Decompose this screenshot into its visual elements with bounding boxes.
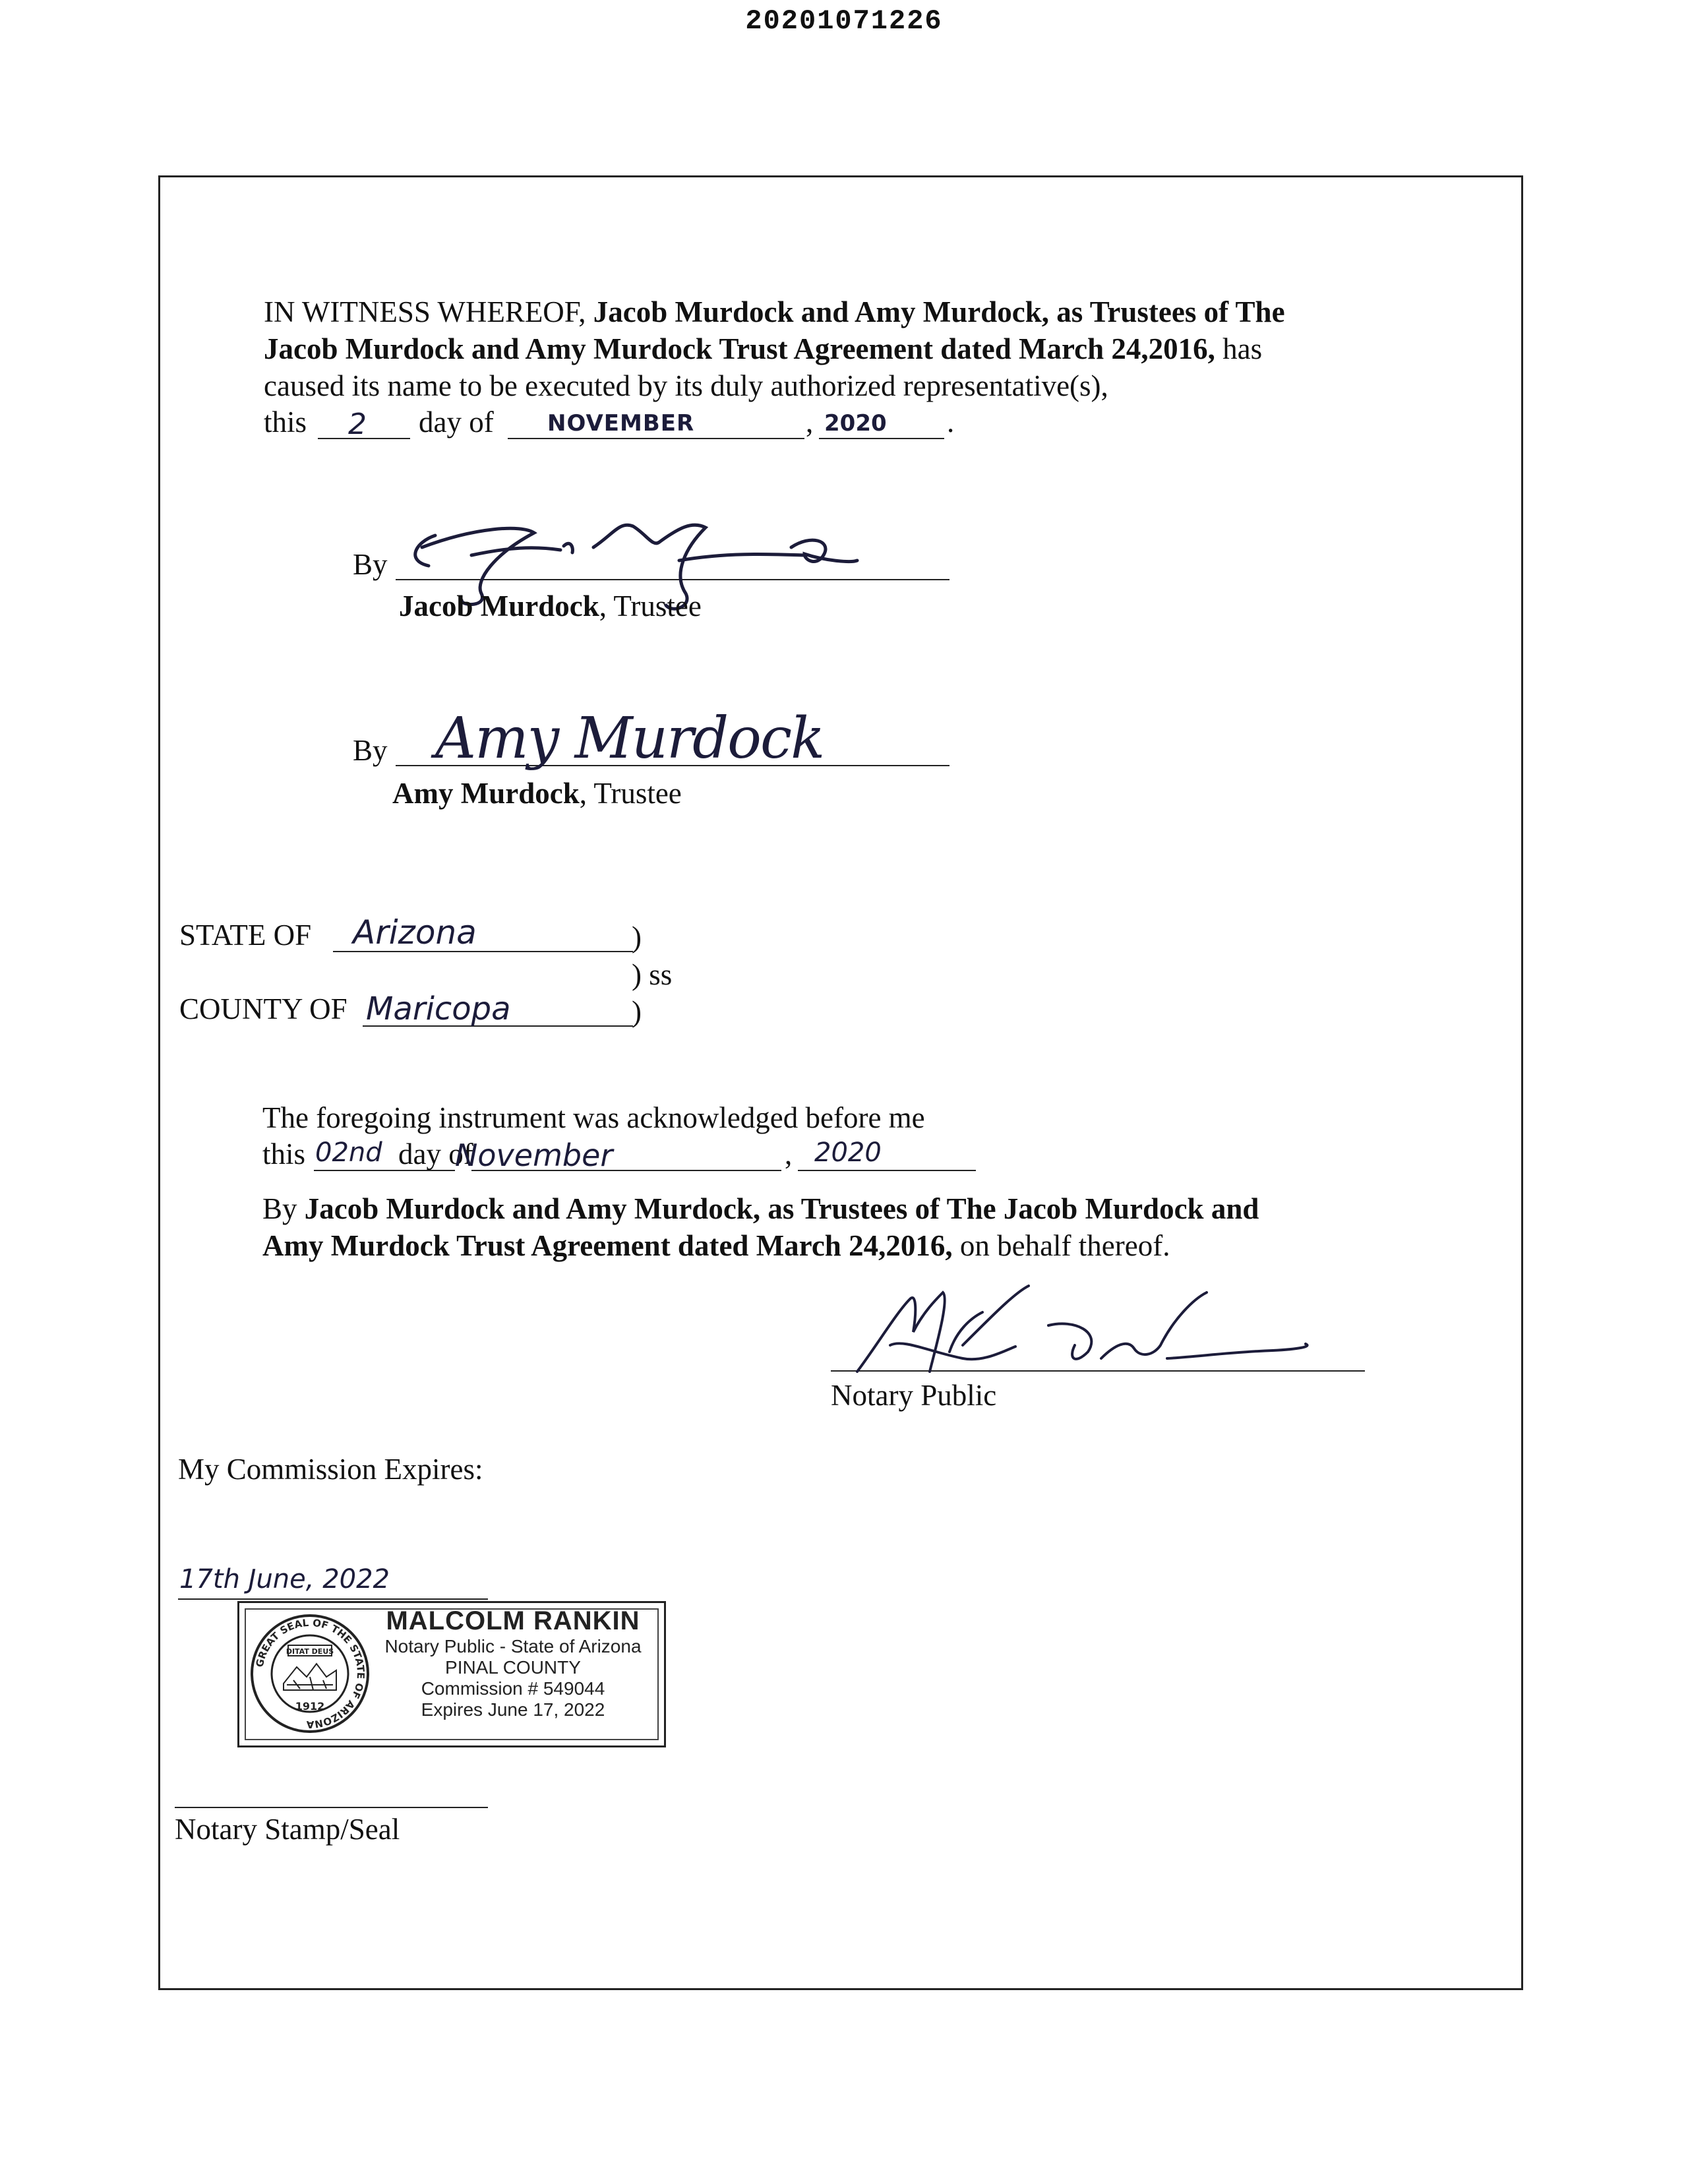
ack-parties-2: Amy Murdock Trust Agreement dated March 24,2016, bbox=[262, 1229, 953, 1262]
arizona-state-seal-emblem bbox=[247, 1611, 373, 1736]
seal-text-block bbox=[371, 1606, 655, 1720]
witness-period: . bbox=[947, 406, 955, 439]
ack-parties-line-2 bbox=[262, 1227, 1170, 1264]
county-value: Maricopa bbox=[366, 990, 511, 1027]
signer-2-by-label: By bbox=[353, 734, 388, 767]
seal-year: 1912 bbox=[295, 1700, 325, 1713]
notary-label: Notary Public bbox=[831, 1379, 997, 1412]
seal-line-2: PINAL COUNTY bbox=[445, 1657, 581, 1678]
commission-value: 17th June, 2022 bbox=[179, 1564, 390, 1594]
signer-2-name-line bbox=[392, 775, 682, 812]
witness-line-2 bbox=[264, 330, 1262, 367]
seal-motto: DITAT DEUS bbox=[286, 1647, 334, 1656]
seal-line-4: Expires June 17, 2022 bbox=[421, 1699, 605, 1720]
ack-year-line bbox=[798, 1170, 976, 1171]
state-label: STATE OF bbox=[179, 919, 312, 952]
svg-text:GREAT SEAL OF THE STATE OF ARI bbox=[254, 1617, 367, 1730]
witness-has: has bbox=[1222, 332, 1263, 365]
witness-comma: , bbox=[806, 406, 814, 439]
stamp-label: Notary Stamp/Seal bbox=[175, 1813, 400, 1846]
ack-day-value: 02nd bbox=[315, 1138, 382, 1168]
witness-line-1 bbox=[264, 293, 1285, 330]
witness-caused: caused its name to be executed by its duly authorized representative(s), bbox=[264, 369, 1108, 402]
witness-parties-1: Jacob Murdock and Amy Murdock, as Trustees of The bbox=[593, 295, 1285, 328]
ack-day-of-label: day of bbox=[398, 1138, 473, 1170]
witness-day-of-label: day of bbox=[419, 406, 494, 439]
signer-2-name: Amy Murdock bbox=[392, 777, 580, 810]
witness-year-value: 2020 bbox=[824, 410, 887, 437]
signer-1-name-line bbox=[399, 588, 702, 624]
seal-ring-text: GREAT SEAL OF THE STATE OF ARIZONA bbox=[253, 1616, 367, 1731]
seal-line-1: Notary Public - State of Arizona bbox=[384, 1636, 642, 1656]
ack-month-value: November bbox=[455, 1138, 613, 1173]
ack-this-label: this bbox=[262, 1138, 306, 1170]
witness-intro: IN WITNESS WHEREOF, bbox=[264, 295, 586, 328]
ack-comma: , bbox=[785, 1138, 793, 1170]
signer-1-role: , Trustee bbox=[599, 590, 702, 622]
witness-month-value: NOVEMBER bbox=[547, 410, 695, 437]
witness-year-line bbox=[819, 438, 944, 439]
state-value: Arizona bbox=[353, 913, 477, 952]
witness-month-line bbox=[508, 438, 804, 439]
signer-2-signature: Amy Murdock bbox=[435, 706, 824, 772]
notary-signature bbox=[851, 1273, 1312, 1391]
ack-behalf: on behalf thereof. bbox=[959, 1229, 1170, 1262]
ack-line-1: The foregoing instrument was acknowledged before me bbox=[262, 1101, 925, 1134]
seal-notary-name: MALCOLM RANKIN bbox=[386, 1606, 640, 1635]
state-paren: ) bbox=[632, 921, 642, 954]
signer-2-role: , Trustee bbox=[579, 777, 682, 810]
ss-label: ) ss bbox=[632, 958, 673, 991]
county-paren: ) bbox=[632, 995, 642, 1028]
ack-by-label: By bbox=[262, 1192, 297, 1225]
witness-day-value: 2 bbox=[348, 408, 367, 441]
seal-line-3: Commission # 549044 bbox=[421, 1678, 605, 1699]
notary-seal-stamp bbox=[237, 1601, 666, 1747]
witness-this-label: this bbox=[264, 406, 307, 439]
commission-line bbox=[178, 1598, 488, 1600]
signer-1-name: Jacob Murdock bbox=[399, 590, 599, 622]
county-label: COUNTY OF bbox=[179, 992, 347, 1025]
witness-parties-2: Jacob Murdock and Amy Murdock Trust Agreement dated March 24,2016, bbox=[264, 332, 1215, 365]
ack-parties-line-1 bbox=[262, 1190, 1259, 1227]
record-number: 20201071226 bbox=[745, 5, 943, 37]
commission-label: My Commission Expires: bbox=[178, 1453, 483, 1486]
stamp-line bbox=[175, 1807, 488, 1808]
ack-parties-1: Jacob Murdock and Amy Murdock, as Trustees of The Jacob Murdock and bbox=[304, 1192, 1259, 1225]
ack-year-value: 2020 bbox=[814, 1138, 882, 1168]
signer-1-by-label: By bbox=[353, 548, 388, 581]
